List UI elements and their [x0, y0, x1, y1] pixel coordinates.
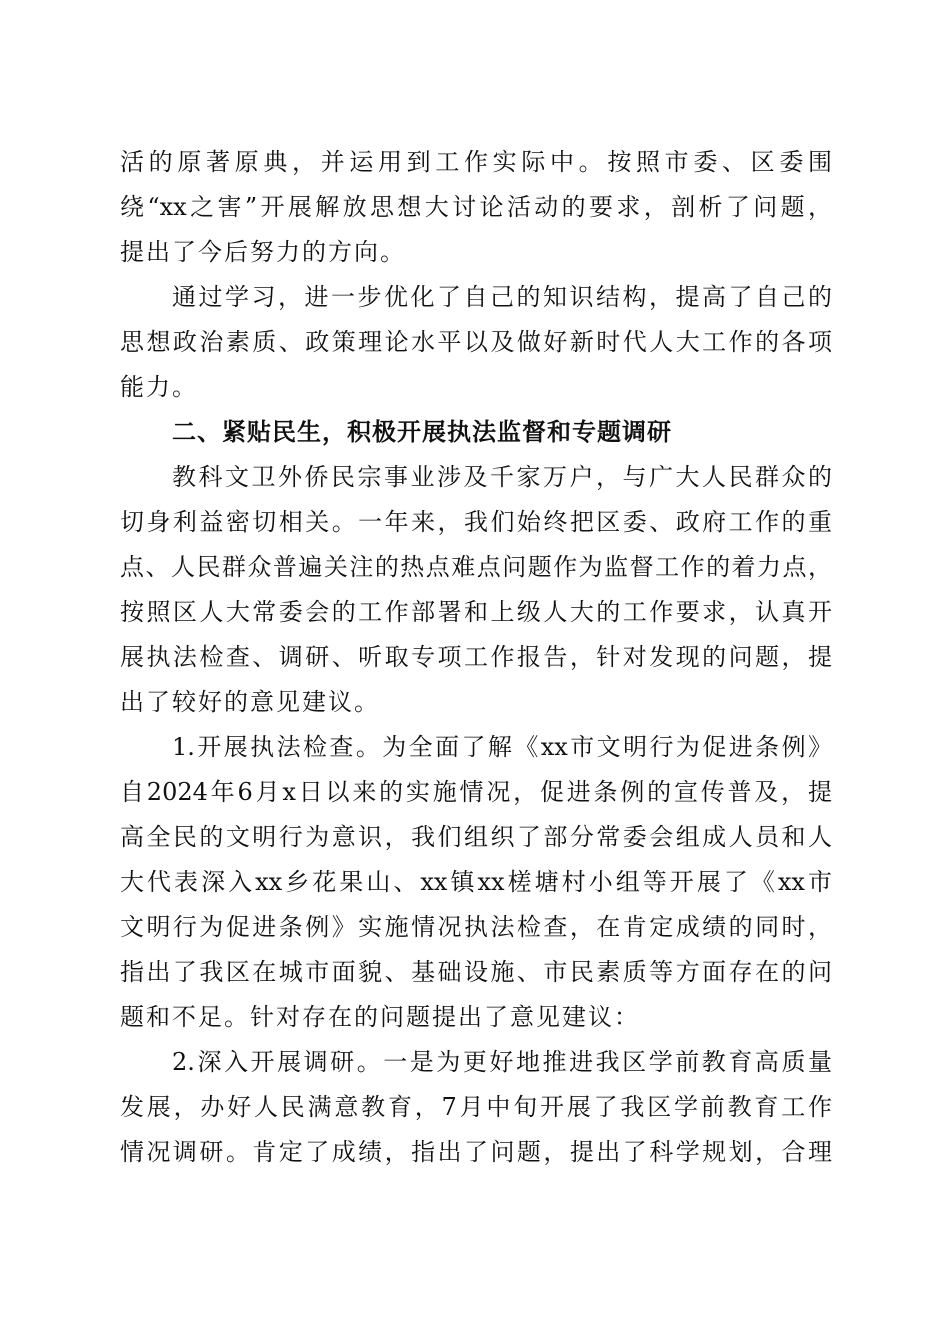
text-line: 思想政治素质、政策理论水平以及做好新时代人大工作的各项	[120, 328, 832, 356]
text-line: 提出了今后努力的方向。	[120, 238, 406, 266]
text-line: 出了较好的意见建议。	[120, 688, 380, 716]
text-line: 活的原著原典，并运用到工作实际中。按照市委、区委围	[120, 148, 832, 176]
text-line: 切身利益密切相关。一年来，我们始终把区委、政府工作的重	[120, 508, 832, 536]
text-line: 大代表深入xx乡花果山、xx镇xx槎塘村小组等开展了《xx市	[120, 868, 832, 896]
text-line: 绕“xx之害”开展解放思想大讨论活动的要求，剖析了问题，	[120, 193, 832, 221]
paragraph-start-line: 通过学习，进一步优化了自己的知识结构，提高了自己的	[172, 283, 832, 311]
text-line: 高全民的文明行为意识，我们组织了部分常委会组成人员和人	[120, 823, 832, 851]
document-body	[120, 140, 832, 1175]
section-heading: 二、紧贴民生，积极开展执法监督和专题调研	[172, 418, 672, 446]
text-line: 文明行为促进条例》实施情况执法检查，在肯定成绩的同时，	[120, 913, 832, 941]
text-line: 按照区人大常委会的工作部署和上级人大的工作要求，认真开	[120, 598, 832, 626]
text-line: 能力。	[120, 373, 198, 401]
text-line: 题和不足。针对存在的问题提出了意见建议：	[120, 1003, 640, 1031]
paragraph-start-line: 教科文卫外侨民宗事业涉及千家万户，与广大人民群众的	[172, 463, 832, 491]
text-line: 情况调研。肯定了成绩，指出了问题，提出了科学规划，合理	[120, 1138, 832, 1166]
paragraph-start-line: 1.开展执法检查。为全面了解《xx市文明行为促进条例》	[172, 733, 832, 761]
text-line: 指出了我区在城市面貌、基础设施、市民素质等方面存在的问	[120, 958, 832, 986]
text-line: 展执法检查、调研、听取专项工作报告，针对发现的问题，提	[120, 643, 832, 671]
text-line: 点、人民群众普遍关注的热点难点问题作为监督工作的着力点，	[120, 553, 832, 581]
text-line: 自2024年6月x日以来的实施情况，促进条例的宣传普及，提	[120, 778, 832, 806]
text-line: 发展，办好人民满意教育，7月中旬开展了我区学前教育工作	[120, 1093, 832, 1121]
paragraph-start-line: 2.深入开展调研。一是为更好地推进我区学前教育高质量	[172, 1048, 832, 1076]
